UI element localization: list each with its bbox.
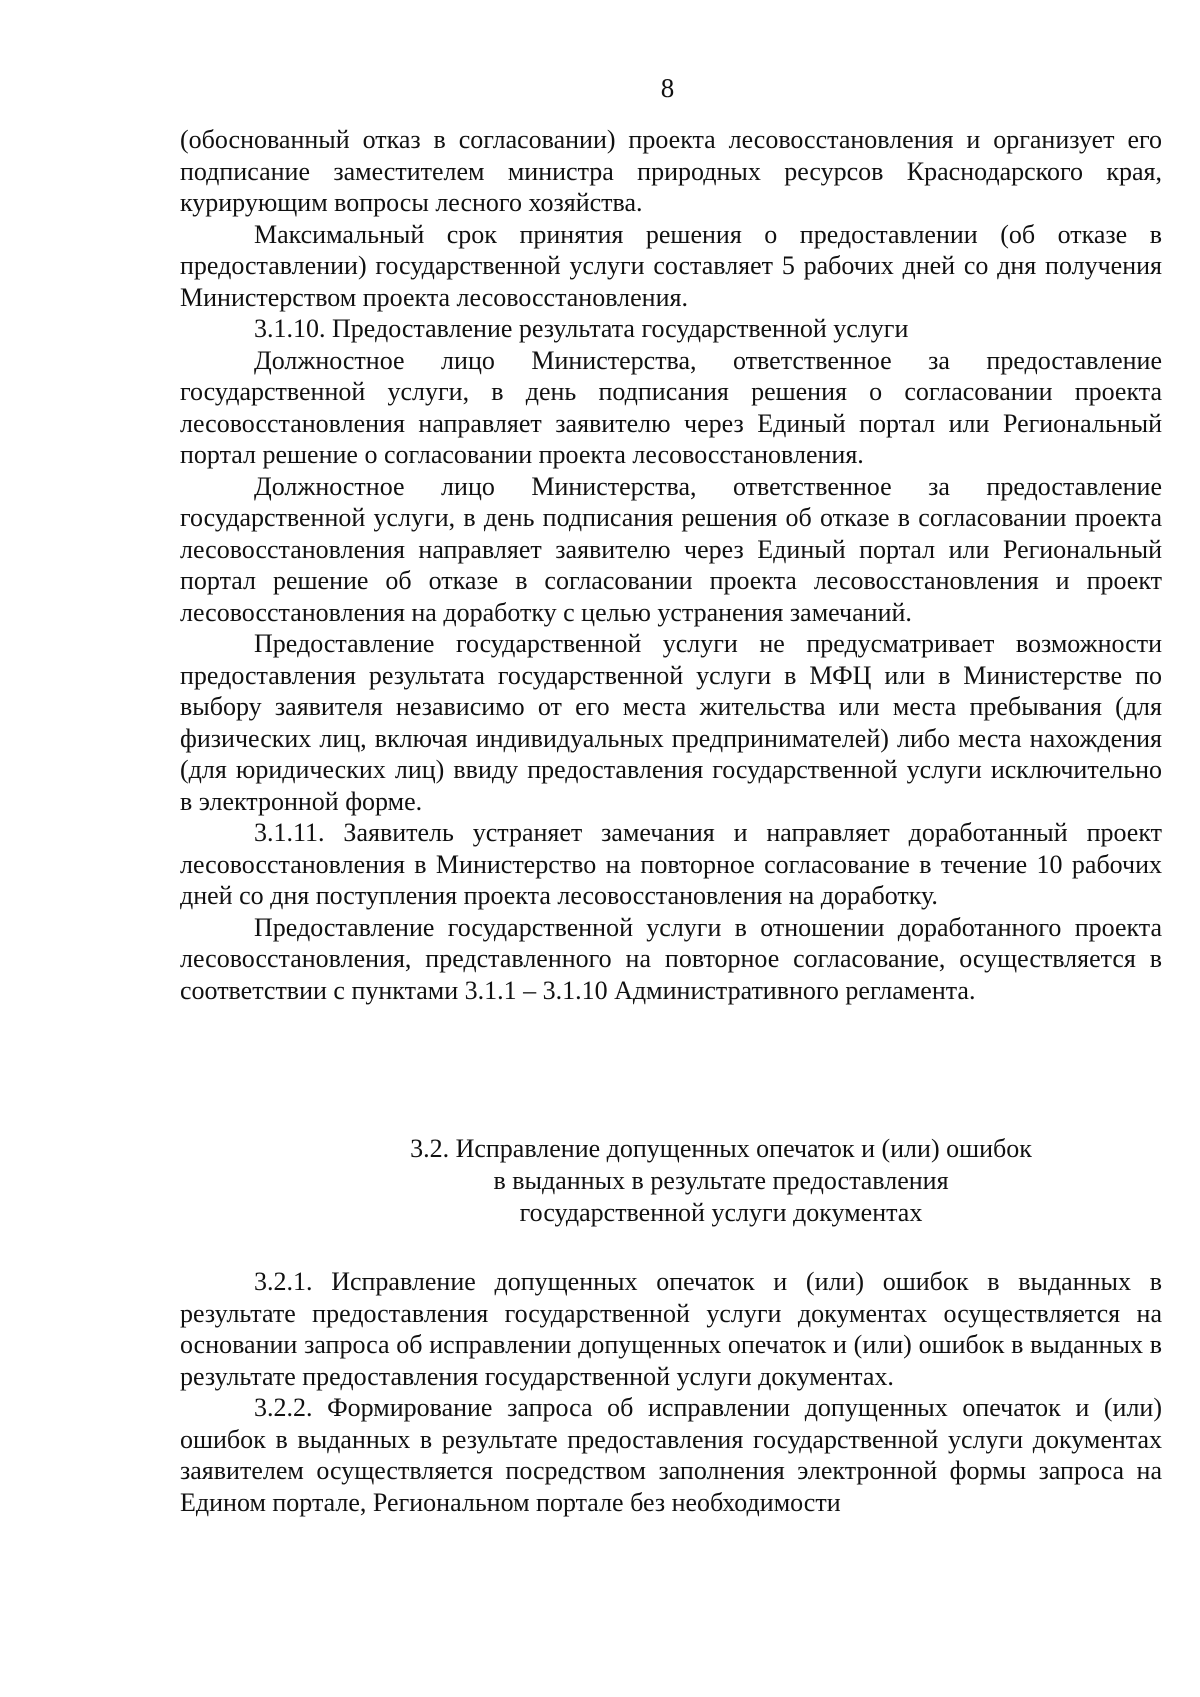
paragraph: Должностное лицо Министерства, ответственное за предоставление государственной услуги, в день подписания решения об отказе в согласовании проекта лесовосстановления направляет заявителю через Единый портал или Региональный портал решение об отказе в согласовании проекта лесовосстановления и проект лесовосстановления на доработку с целью устранения замечаний. xyxy=(180,471,1162,627)
paragraph: Предоставление государственной услуги не предусматривает возможности предоставления результата государственной услуги в МФЦ или в Министерстве по выбору заявителя независимо от его места жительства или места пребывания (для физических лиц, включая индивидуальных предпринимателей) либо места нахождения (для юридических лиц) ввиду предоставления государственной услуги исключительно в электронной форме. xyxy=(180,629,1162,816)
section-title-line: 3.2. Исправление допущенных опечаток и (или) ошибок xyxy=(410,1134,1032,1163)
paragraph: 3.2.2. Формирование запроса об исправлении допущенных опечаток и (или) ошибок в выданных в результате предоставления государственной услуги документах заявителем осуществляется посредством заполнения электронной формы запроса на Едином портале, Региональном портале без необходимости xyxy=(180,1393,1162,1517)
paragraph: Предоставление государственной услуги в отношении доработанного проекта лесовосстановления, представленного на повторное согласование, осуществляется в соответствии с пунктами 3.1.1 – 3.1.10 Административного регламента. xyxy=(180,912,1162,1005)
body-text-bottom xyxy=(180,1266,1162,1518)
paragraph-heading: 3.1.10. Предоставление результата государственной услуги xyxy=(254,314,909,343)
section-title-line: в выданных в результате предоставления xyxy=(493,1166,949,1195)
section-title-line: государственной услуги документах xyxy=(519,1198,923,1227)
paragraph: Должностное лицо Министерства, ответственное за предоставление государственной услуги, в день подписания решения о согласовании проекта лесовосстановления направляет заявителю через Единый портал или Региональный портал решение о согласовании проекта лесовосстановления. xyxy=(180,345,1162,469)
section-title xyxy=(180,1133,1162,1229)
page-number: 8 xyxy=(660,73,675,103)
paragraph: 3.2.1. Исправление допущенных опечаток и (или) ошибок в выданных в результате предоставления государственной услуги документах осуществляется на основании запроса об исправлении допущенных опечаток и (или) ошибок в выданных в результате предоставления государственной услуги документах. xyxy=(180,1267,1162,1391)
paragraph: (обоснованный отказ в согласовании) проекта лесовосстановления и организует его подписание заместителем министра природных ресурсов Краснодарского края, курирующим вопросы лесного хозяйства. xyxy=(180,125,1162,217)
paragraph: Максимальный срок принятия решения о предоставлении (об отказе в предоставлении) государственной услуги составляет 5 рабочих дней со дня получения Министерством проекта лесовосстановления. xyxy=(180,219,1162,312)
paragraph: 3.1.11. Заявитель устраняет замечания и направляет доработанный проект лесовосстановления в Министерство на повторное согласование в течение 10 рабочих дней со дня поступления проекта лесовосстановления на доработку. xyxy=(180,818,1162,910)
body-text-top xyxy=(180,124,1162,1006)
